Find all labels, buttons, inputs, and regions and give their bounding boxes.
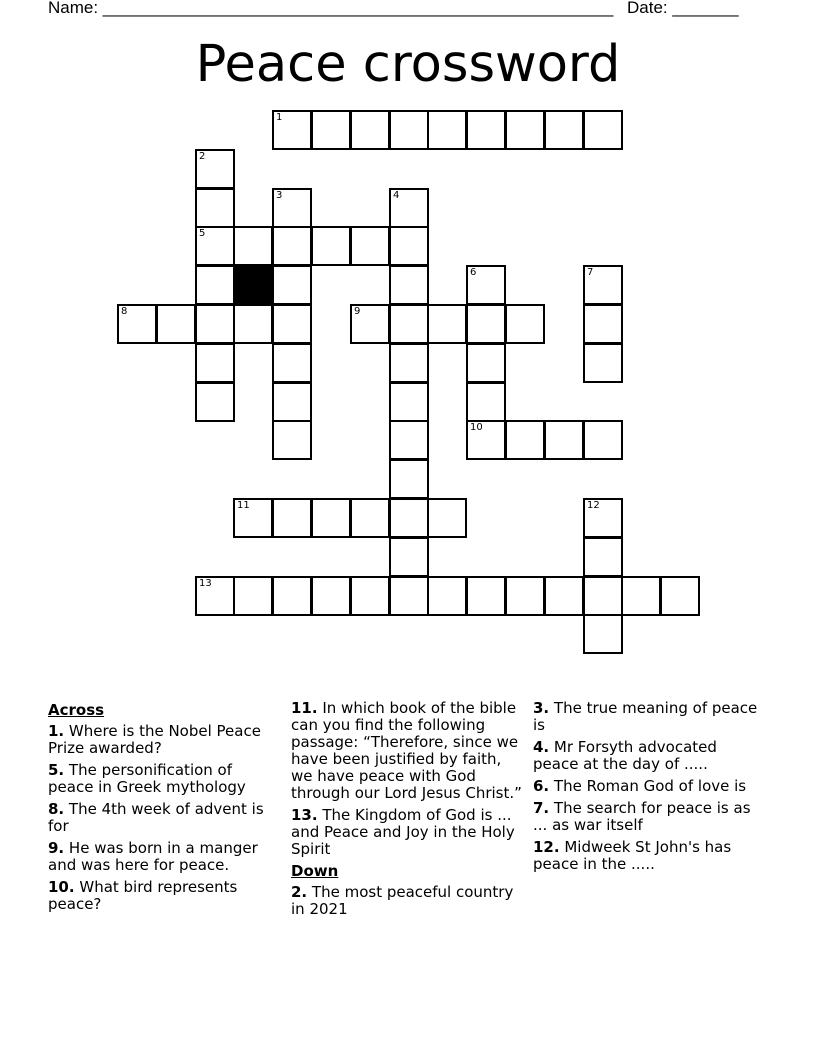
grid-cell[interactable]	[195, 149, 235, 189]
across-heading: Across	[48, 701, 105, 719]
grid-cell[interactable]	[195, 576, 235, 616]
grid-cell[interactable]	[389, 188, 429, 228]
cell-number: 1	[276, 112, 283, 123]
grid-cell[interactable]	[505, 420, 545, 460]
cell-number: 10	[470, 422, 483, 433]
clue-text: The Kingdom of God is ... and Peace and Joy in the Holy Spirit	[291, 806, 515, 858]
grid-cell[interactable]	[350, 304, 390, 344]
grid-cell[interactable]	[233, 576, 273, 616]
grid-cell[interactable]	[505, 576, 545, 616]
grid-cell[interactable]	[466, 265, 506, 305]
grid-cell[interactable]	[660, 576, 700, 616]
clue-down-12	[533, 839, 758, 873]
grid-cell[interactable]	[311, 576, 351, 616]
grid-cell[interactable]	[195, 188, 235, 228]
grid-cell[interactable]	[311, 110, 351, 150]
grid-cell[interactable]	[350, 576, 390, 616]
cell-number: 2	[199, 151, 206, 162]
cell-number: 11	[237, 500, 250, 511]
grid-cell[interactable]	[311, 498, 351, 538]
grid-cell[interactable]	[466, 382, 506, 422]
grid-cell[interactable]	[621, 576, 661, 616]
grid-cell[interactable]	[583, 537, 623, 577]
grid-cell[interactable]	[350, 110, 390, 150]
grid-cell[interactable]	[272, 188, 312, 228]
grid-cell[interactable]	[389, 498, 429, 538]
grid-cell[interactable]	[544, 576, 584, 616]
clue-number: 11.	[291, 699, 318, 717]
grid-cell[interactable]	[195, 343, 235, 383]
grid-cell[interactable]	[311, 226, 351, 266]
grid-cell[interactable]	[272, 265, 312, 305]
grid-cell[interactable]	[427, 576, 467, 616]
clue-number: 13.	[291, 806, 318, 824]
grid-cell[interactable]	[389, 343, 429, 383]
clue-number: 8.	[48, 800, 65, 818]
clue-down-7	[533, 800, 758, 834]
grid-cell[interactable]	[272, 226, 312, 266]
grid-cell[interactable]	[389, 382, 429, 422]
grid-cell[interactable]	[505, 304, 545, 344]
cell-number: 8	[121, 306, 128, 317]
grid-cell[interactable]	[156, 304, 196, 344]
grid-cell[interactable]	[233, 226, 273, 266]
clue-column-2	[291, 700, 527, 923]
cell-number: 3	[276, 190, 283, 201]
grid-cell[interactable]	[117, 304, 157, 344]
cell-number: 6	[470, 267, 477, 278]
grid-cell[interactable]	[272, 498, 312, 538]
grid-cell[interactable]	[583, 576, 623, 616]
cell-number: 12	[587, 500, 600, 511]
name-field-label: Name: ______________________________________________________	[48, 0, 614, 17]
clue-number: 2.	[291, 883, 308, 901]
clue-down-4	[533, 739, 758, 773]
clue-number: 7.	[533, 799, 550, 817]
page-title: Peace crossword	[195, 35, 621, 94]
grid-cell[interactable]	[195, 304, 235, 344]
clue-text: In which book of the bible can you find the following passage: “Therefore, since we have been justified by faith, we have peace with God through our Lord Jesus Christ.”	[291, 699, 522, 802]
grid-cell[interactable]	[583, 343, 623, 383]
clue-number: 6.	[533, 777, 550, 795]
clue-text: The Roman God of love is	[553, 777, 747, 795]
clue-number: 12.	[533, 838, 560, 856]
grid-cell[interactable]	[389, 265, 429, 305]
grid-cell[interactable]	[195, 382, 235, 422]
clue-text: The true meaning of peace is	[533, 699, 758, 734]
clue-number: 9.	[48, 839, 65, 857]
clue-column-3	[533, 700, 758, 878]
clue-number: 5.	[48, 761, 65, 779]
grid-cell[interactable]	[427, 498, 467, 538]
grid-cell[interactable]	[389, 537, 429, 577]
grid-cell[interactable]	[350, 226, 390, 266]
clue-across-11	[291, 700, 527, 802]
clue-across-9	[48, 840, 273, 874]
grid-cell[interactable]	[544, 420, 584, 460]
clue-down-3	[533, 700, 758, 734]
cell-number: 7	[587, 267, 594, 278]
grid-cell[interactable]	[583, 110, 623, 150]
clue-text: Where is the Nobel Peace Prize awarded?	[48, 722, 261, 757]
grid-cell[interactable]	[272, 343, 312, 383]
clue-across-5	[48, 762, 273, 796]
grid-cell[interactable]	[389, 576, 429, 616]
grid-cell[interactable]	[195, 226, 235, 266]
grid-cell[interactable]	[272, 304, 312, 344]
grid-cell[interactable]	[272, 576, 312, 616]
grid-cell[interactable]	[427, 110, 467, 150]
down-heading: Down	[291, 862, 339, 880]
grid-cell[interactable]	[466, 304, 506, 344]
grid-cell[interactable]	[466, 420, 506, 460]
black-cell	[233, 265, 273, 305]
clue-across-1	[48, 723, 273, 757]
clue-across-8	[48, 801, 273, 835]
clue-text: Mr Forsyth advocated peace at the day of .....	[533, 738, 717, 773]
grid-cell[interactable]	[350, 498, 390, 538]
clue-text: What bird represents peace?	[48, 878, 238, 913]
clue-text: The most peaceful country in 2021	[291, 883, 514, 918]
grid-cell[interactable]	[427, 304, 467, 344]
grid-cell[interactable]	[389, 226, 429, 266]
clue-number: 3.	[533, 699, 550, 717]
grid-cell[interactable]	[389, 110, 429, 150]
grid-cell[interactable]	[233, 498, 273, 538]
clue-number: 10.	[48, 878, 75, 896]
cell-number: 5	[199, 228, 206, 239]
grid-cell[interactable]	[583, 420, 623, 460]
clue-across-13	[291, 807, 527, 858]
date-field-label: Date: _______	[627, 0, 739, 17]
grid-cell[interactable]	[583, 265, 623, 305]
clue-down-2	[291, 884, 527, 918]
grid-cell[interactable]	[583, 614, 623, 654]
grid-cell[interactable]	[544, 110, 584, 150]
clue-number: 4.	[533, 738, 550, 756]
grid-cell[interactable]	[195, 265, 235, 305]
clue-text: The personification of peace in Greek mythology	[48, 761, 246, 796]
clue-text: The 4th week of advent is for	[48, 800, 264, 835]
grid-cell[interactable]	[505, 110, 545, 150]
clue-text: Midweek St John's has peace in the .....	[533, 838, 732, 873]
grid-cell[interactable]	[583, 304, 623, 344]
clue-text: He was born in a manger and was here for peace.	[48, 839, 258, 874]
grid-cell[interactable]	[466, 110, 506, 150]
grid-cell[interactable]	[272, 420, 312, 460]
clue-across-10	[48, 879, 273, 913]
grid-cell[interactable]	[233, 304, 273, 344]
clue-down-6	[533, 778, 758, 795]
clue-number: 1.	[48, 722, 65, 740]
grid-cell[interactable]	[466, 576, 506, 616]
grid-cell[interactable]	[272, 110, 312, 150]
cell-number: 13	[199, 578, 212, 589]
grid-cell[interactable]	[272, 382, 312, 422]
cell-number: 4	[393, 190, 400, 201]
grid-cell[interactable]	[389, 459, 429, 499]
grid-cell[interactable]	[583, 498, 623, 538]
cell-number: 9	[354, 306, 361, 317]
clue-column-1	[48, 700, 273, 918]
grid-cell[interactable]	[389, 420, 429, 460]
clue-text: The search for peace is as ... as war itself	[533, 799, 751, 834]
grid-cell[interactable]	[466, 343, 506, 383]
grid-cell[interactable]	[389, 304, 429, 344]
